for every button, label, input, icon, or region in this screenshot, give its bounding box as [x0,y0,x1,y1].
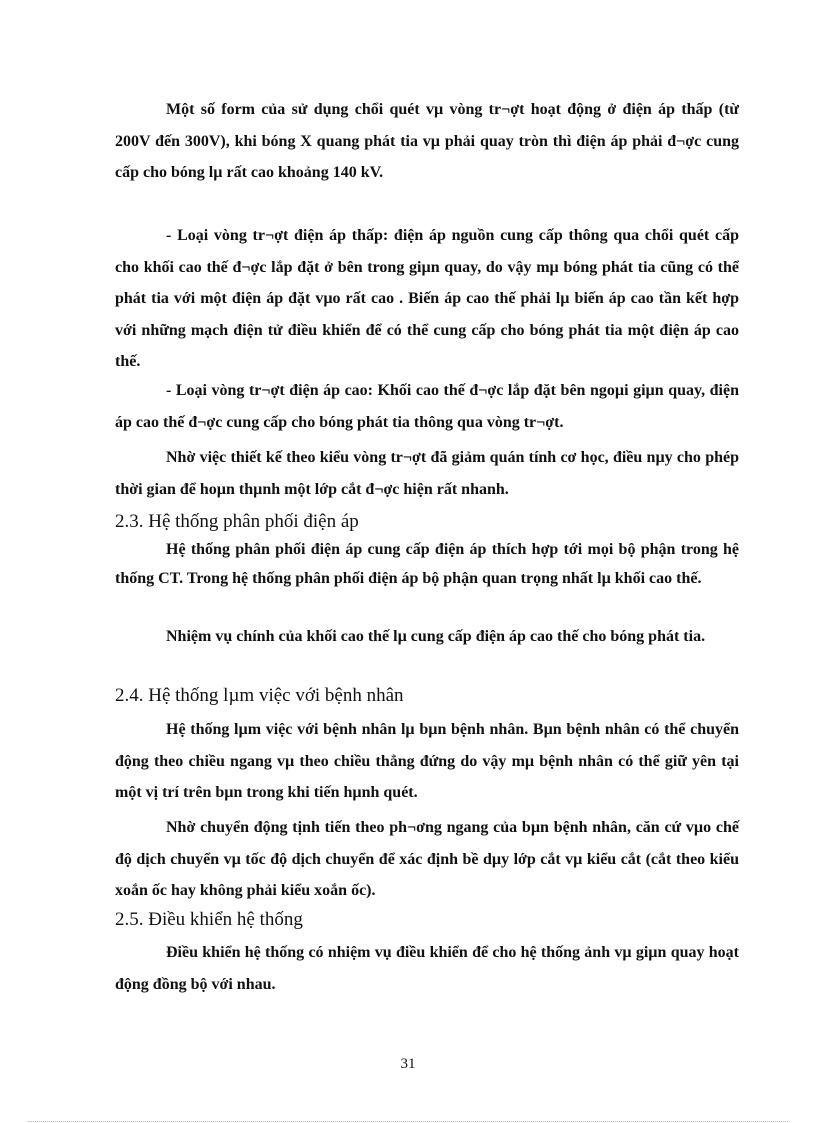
paragraph-text: Điều khiển hệ thống có nhiệm vụ điều khiển để cho hệ thống ảnh vµ giµn quay hoạt động đồng bộ với nhau. [115,944,739,993]
section-heading: 2.5. Điều khiển hệ thống [115,909,303,930]
section-heading: 2.3. Hệ thống phân phối điện áp [115,511,359,532]
paragraph-power-distribution [115,535,739,593]
paragraph-text: Hệ thống lµm việc với bệnh nhân lµ bµn bệnh nhân. Bµn bệnh nhân có thể chuyển động theo chiều ngang vµ theo chiều thẳng đứng do vậy mµ bệnh nhân có thể giữ yên tại một vị trí trên bµn trong khi tiến hµnh quét. [115,721,739,801]
paragraph-text: Nhiệm vụ chính của khối cao thế lµ cung cấp điện áp cao thế cho bóng phát tia. [166,628,706,645]
paragraph-system-control [115,937,739,1000]
section-heading-2-3 [115,509,739,535]
paragraph-text: - Loại vòng tr¬ợt điện áp thấp: điện áp nguồn cung cấp thông qua chổi quét cấp cho khối cao thế đ¬ợc lắp đặt ở bên trong giµn quay, do vậy mµ bóng phát tia cũng có thể phát tia với một điện áp đặt vµo rất cao . Biến áp cao thế phải lµ biến áp cao tần kết hợp với những mạch điện tử điều khiển để có thể cung cấp cho bóng phát tia một điện áp cao thế. [115,227,739,370]
section-heading-2-5 [115,907,739,933]
paragraph-text: - Loại vòng tr¬ợt điện áp cao: Khối cao thế đ¬ợc lắp đặt bên ngoµi giµn quay, điện áp cao thế đ¬ợc cung cấp cho bóng phát tia thông qua vòng tr¬ợt. [115,382,739,431]
section-heading: 2.4. Hệ thống lµm việc với bệnh nhân [115,685,404,706]
paragraph-text: Một số form của sử dụng chổi quét vµ vòng tr¬ợt hoạt động ở điện áp thấp (từ 200V đến 300V), khi bóng X quang phát tia vµ phải quay tròn thì điện áp phải đ¬ợc cung cấp cho bóng lµ rất cao khoảng 140 kV. [115,101,739,181]
paragraph-low-voltage-slip-ring [115,220,739,378]
paragraph-text: Nhờ chuyển động tịnh tiến theo ph¬ơng ngang của bµn bệnh nhân, căn cứ vµo chế độ dịch chuyển vµ tốc độ dịch chuyển để xác định bề dµy lớp cắt vµ kiểu cắt (cắt theo kiểu xoắn ốc hay không phải kiểu xoắn ốc). [115,819,739,899]
page-bottom-divider [28,1121,788,1122]
paragraph-text: Nhờ việc thiết kế theo kiểu vòng tr¬ợt đã giảm quán tính cơ học, điều nµy cho phép thời gian để hoµn thµnh một lớp cắt đ¬ợc hiện rất nhanh. [115,449,739,498]
paragraph-slip-ring-low-voltage-intro [115,94,739,189]
paragraph-table-motion [115,812,739,907]
section-heading-2-4 [115,683,739,709]
page-number: 31 [400,1056,416,1072]
paragraph-patient-table [115,714,739,809]
paragraph-slip-ring-design [115,442,739,505]
paragraph-text: Hệ thống phân phối điện áp cung cấp điện áp thích hợp tới mọi bộ phận trong hệ thống CT. Trong hệ thống phân phối điện áp bộ phận quan trọng nhất lµ khối cao thế. [115,541,739,587]
paragraph-high-voltage-unit [115,622,739,651]
paragraph-high-voltage-slip-ring [115,375,739,438]
